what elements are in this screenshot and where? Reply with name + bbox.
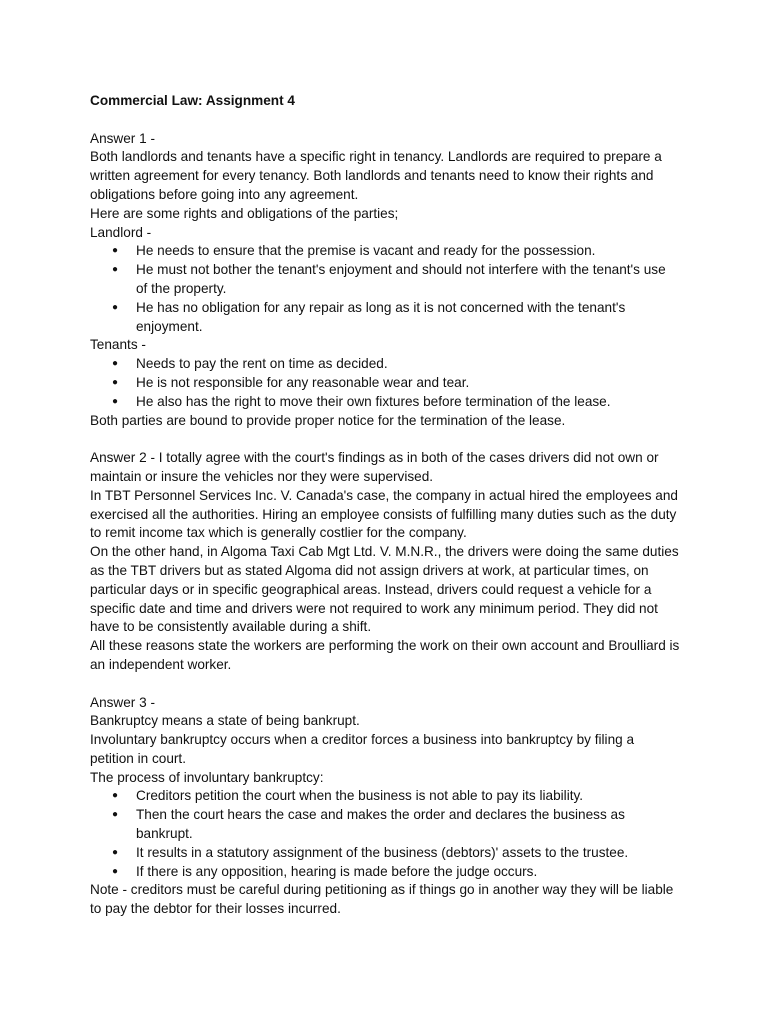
list-item: ● He is not responsible for any reasonable wear and tear. — [136, 374, 680, 393]
process-label: The process of involuntary bankruptcy: — [90, 769, 324, 785]
spacer — [90, 430, 680, 449]
tenants-list — [90, 355, 680, 411]
answer-2-section — [90, 449, 680, 675]
landlord-list — [90, 242, 680, 336]
answer-2-paragraph: In TBT Personnel Services Inc. V. Canada's case, the company in actual hired the employees and exercised all the authorities. Hiring an employee consists of fulfilling many duties such as the duty to remit income tax which is generally costlier for the company. — [90, 487, 678, 541]
tenants-label: Tenants - — [90, 337, 146, 353]
answer-1-lead: Here are some rights and obligations of the parties; — [90, 205, 399, 221]
answer-2-paragraph: Answer 2 - I totally agree with the court's findings as in both of the cases drivers did not own or maintain or insure the vehicles nor they were supervised. — [90, 450, 659, 484]
answer-3-note: Note - creditors must be careful during petitioning as if things go in another way they will be liable to pay the debtor for their losses incurred. — [90, 882, 674, 917]
list-item: ● Then the court hears the case and makes the order and declares the business as bankrupt. — [136, 806, 680, 844]
list-item: ● If there is any opposition, hearing is made before the judge occurs. — [136, 863, 680, 882]
answer-3-definition: Involuntary bankruptcy occurs when a creditor forces a business into bankruptcy by filing a petition in court. — [90, 732, 635, 766]
list-item: ● He needs to ensure that the premise is vacant and ready for the possession. — [136, 242, 680, 261]
landlord-label: Landlord - — [90, 224, 152, 240]
spacer — [90, 111, 680, 130]
list-item: ● He must not bother the tenant's enjoyment and should not interfere with the tenant's use of the property. — [136, 261, 680, 299]
answer-2-paragraph: All these reasons state the workers are performing the work on their own account and Broulliard is an independent worker. — [90, 638, 680, 672]
answer-1-heading: Answer 1 - — [90, 130, 155, 146]
answer-1-section — [90, 130, 680, 431]
answer-3-section — [90, 694, 680, 920]
spacer — [90, 675, 680, 694]
answer-2-paragraph: On the other hand, in Algoma Taxi Cab Mgt Ltd. V. M.N.R., the drivers were doing the same duties as the TBT drivers but as stated Algoma did not assign drivers at work, at particular times, on particular days or in specific geographical areas. Instead, drivers could request a vehicle for a specific date and time and drivers were not required to work any minimum period. They did not have to be consistently available during a shift. — [90, 544, 679, 635]
list-item: ● He also has the right to move their own fixtures before termination of the lease. — [136, 393, 680, 412]
answer-3-heading: Answer 3 - — [90, 694, 155, 710]
document-title: Commercial Law: Assignment 4 — [90, 93, 295, 108]
list-item: ● Creditors petition the court when the business is not able to pay its liability. — [136, 787, 680, 806]
document-page — [90, 92, 680, 919]
process-list — [90, 787, 680, 881]
answer-1-intro: Both landlords and tenants have a specific right in tenancy. Landlords are required to prepare a written agreement for every tenancy. Both landlords and tenants need to know their rights and obligations before going into any agreement. — [90, 149, 662, 202]
list-item: ● It results in a statutory assignment of the business (debtors)' assets to the trustee. — [136, 844, 680, 863]
answer-3-definition: Bankruptcy means a state of being bankrupt. — [90, 713, 360, 729]
list-item: ● Needs to pay the rent on time as decided. — [136, 355, 680, 374]
list-item: ● He has no obligation for any repair as long as it is not concerned with the tenant's enjoyment. — [136, 299, 680, 337]
answer-1-closing: Both parties are bound to provide proper notice for the termination of the lease. — [90, 412, 566, 428]
